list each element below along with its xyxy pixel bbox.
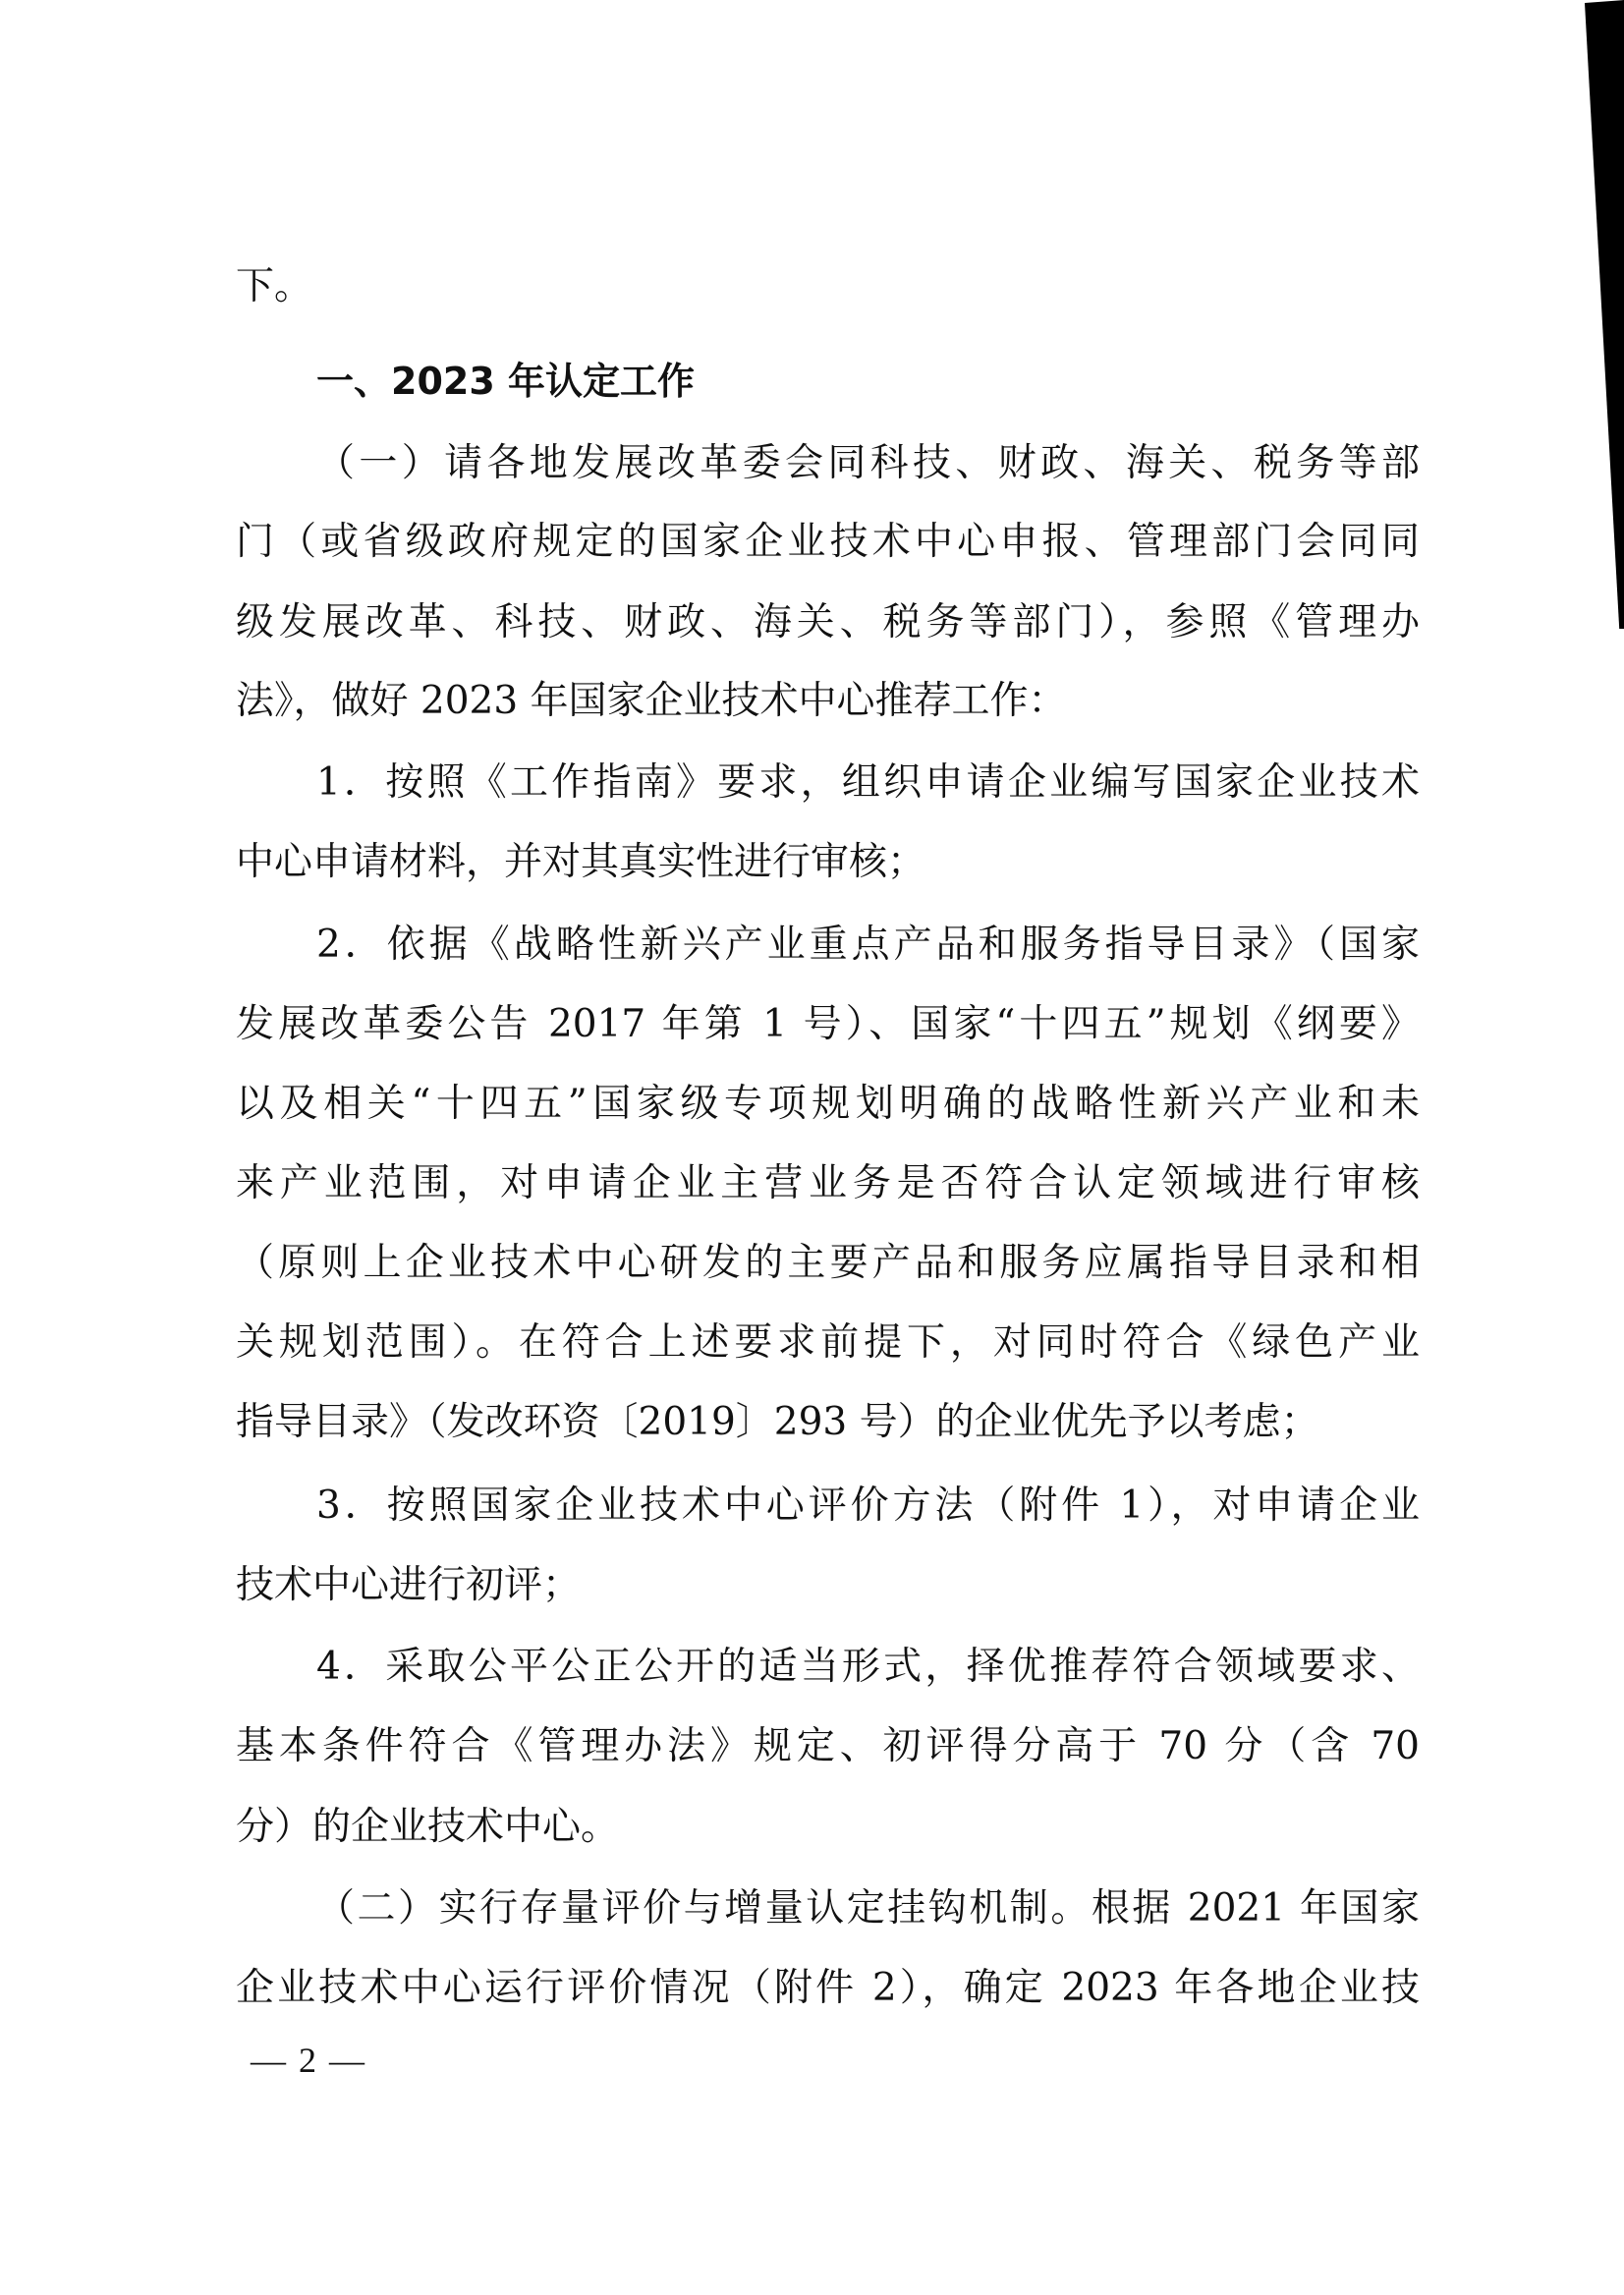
paragraph-line: （一）请各地发展改革委会同科技、财政、海关、税务等部	[316, 441, 1420, 485]
paragraph-line: 企业技术中心运行评价情况（附件 2），确定 2023 年各地企业技	[236, 1966, 1420, 2010]
list-item-line: 中心申请材料，并对其真实性进行审核；	[236, 840, 926, 884]
list-item-line: 1．按照《工作指南》要求，组织申请企业编写国家企业技术	[316, 760, 1420, 805]
list-item-line: 基本条件符合《管理办法》规定、初评得分高于 70 分（含 70	[236, 1724, 1420, 1768]
scan-shadow-edge	[1585, 0, 1624, 629]
list-item-line: 发展改革委公告 2017 年第 1 号）、国家“十四五”规划《纲要》	[236, 1002, 1420, 1046]
paragraph-line: 级发展改革、科技、财政、海关、税务等部门），参照《管理办	[236, 600, 1420, 644]
list-item-line: 以及相关“十四五”国家级专项规划明确的战略性新兴产业和未	[236, 1082, 1420, 1126]
paragraph-line: 法》，做好 2023 年国家企业技术中心推荐工作：	[236, 679, 1067, 723]
list-item-line: （原则上企业技术中心研发的主要产品和服务应属指导目录和相	[236, 1241, 1420, 1285]
list-item-line: 来产业范围，对申请企业主营业务是否符合认定领域进行审核	[236, 1161, 1420, 1205]
paragraph-continuation: 下。	[236, 264, 313, 308]
list-item-line: 4．采取公平公正公开的适当形式，择优推荐符合领域要求、	[316, 1645, 1420, 1689]
list-item-line: 分）的企业技术中心。	[236, 1805, 620, 1849]
paragraph-line: （二）实行存量评价与增量认定挂钩机制。根据 2021 年国家	[316, 1886, 1420, 1931]
list-item-line: 3．按照国家企业技术中心评价方法（附件 1），对申请企业	[316, 1483, 1420, 1528]
list-item-line: 技术中心进行初评；	[236, 1563, 582, 1607]
list-item-line: 关规划范围）。在符合上述要求前提下，对同时符合《绿色产业	[236, 1320, 1420, 1365]
section-heading: 一、2023 年认定工作	[316, 360, 695, 403]
list-item-line: 2．依据《战略性新兴产业重点产品和服务指导目录》（国家	[316, 923, 1420, 967]
list-item-line: 指导目录》（发改环资〔2019〕293 号）的企业优先予以考虑；	[236, 1400, 1319, 1444]
page-number: — 2 —	[251, 2041, 366, 2080]
paragraph-line: 门（或省级政府规定的国家企业技术中心申报、管理部门会同同	[236, 520, 1420, 564]
